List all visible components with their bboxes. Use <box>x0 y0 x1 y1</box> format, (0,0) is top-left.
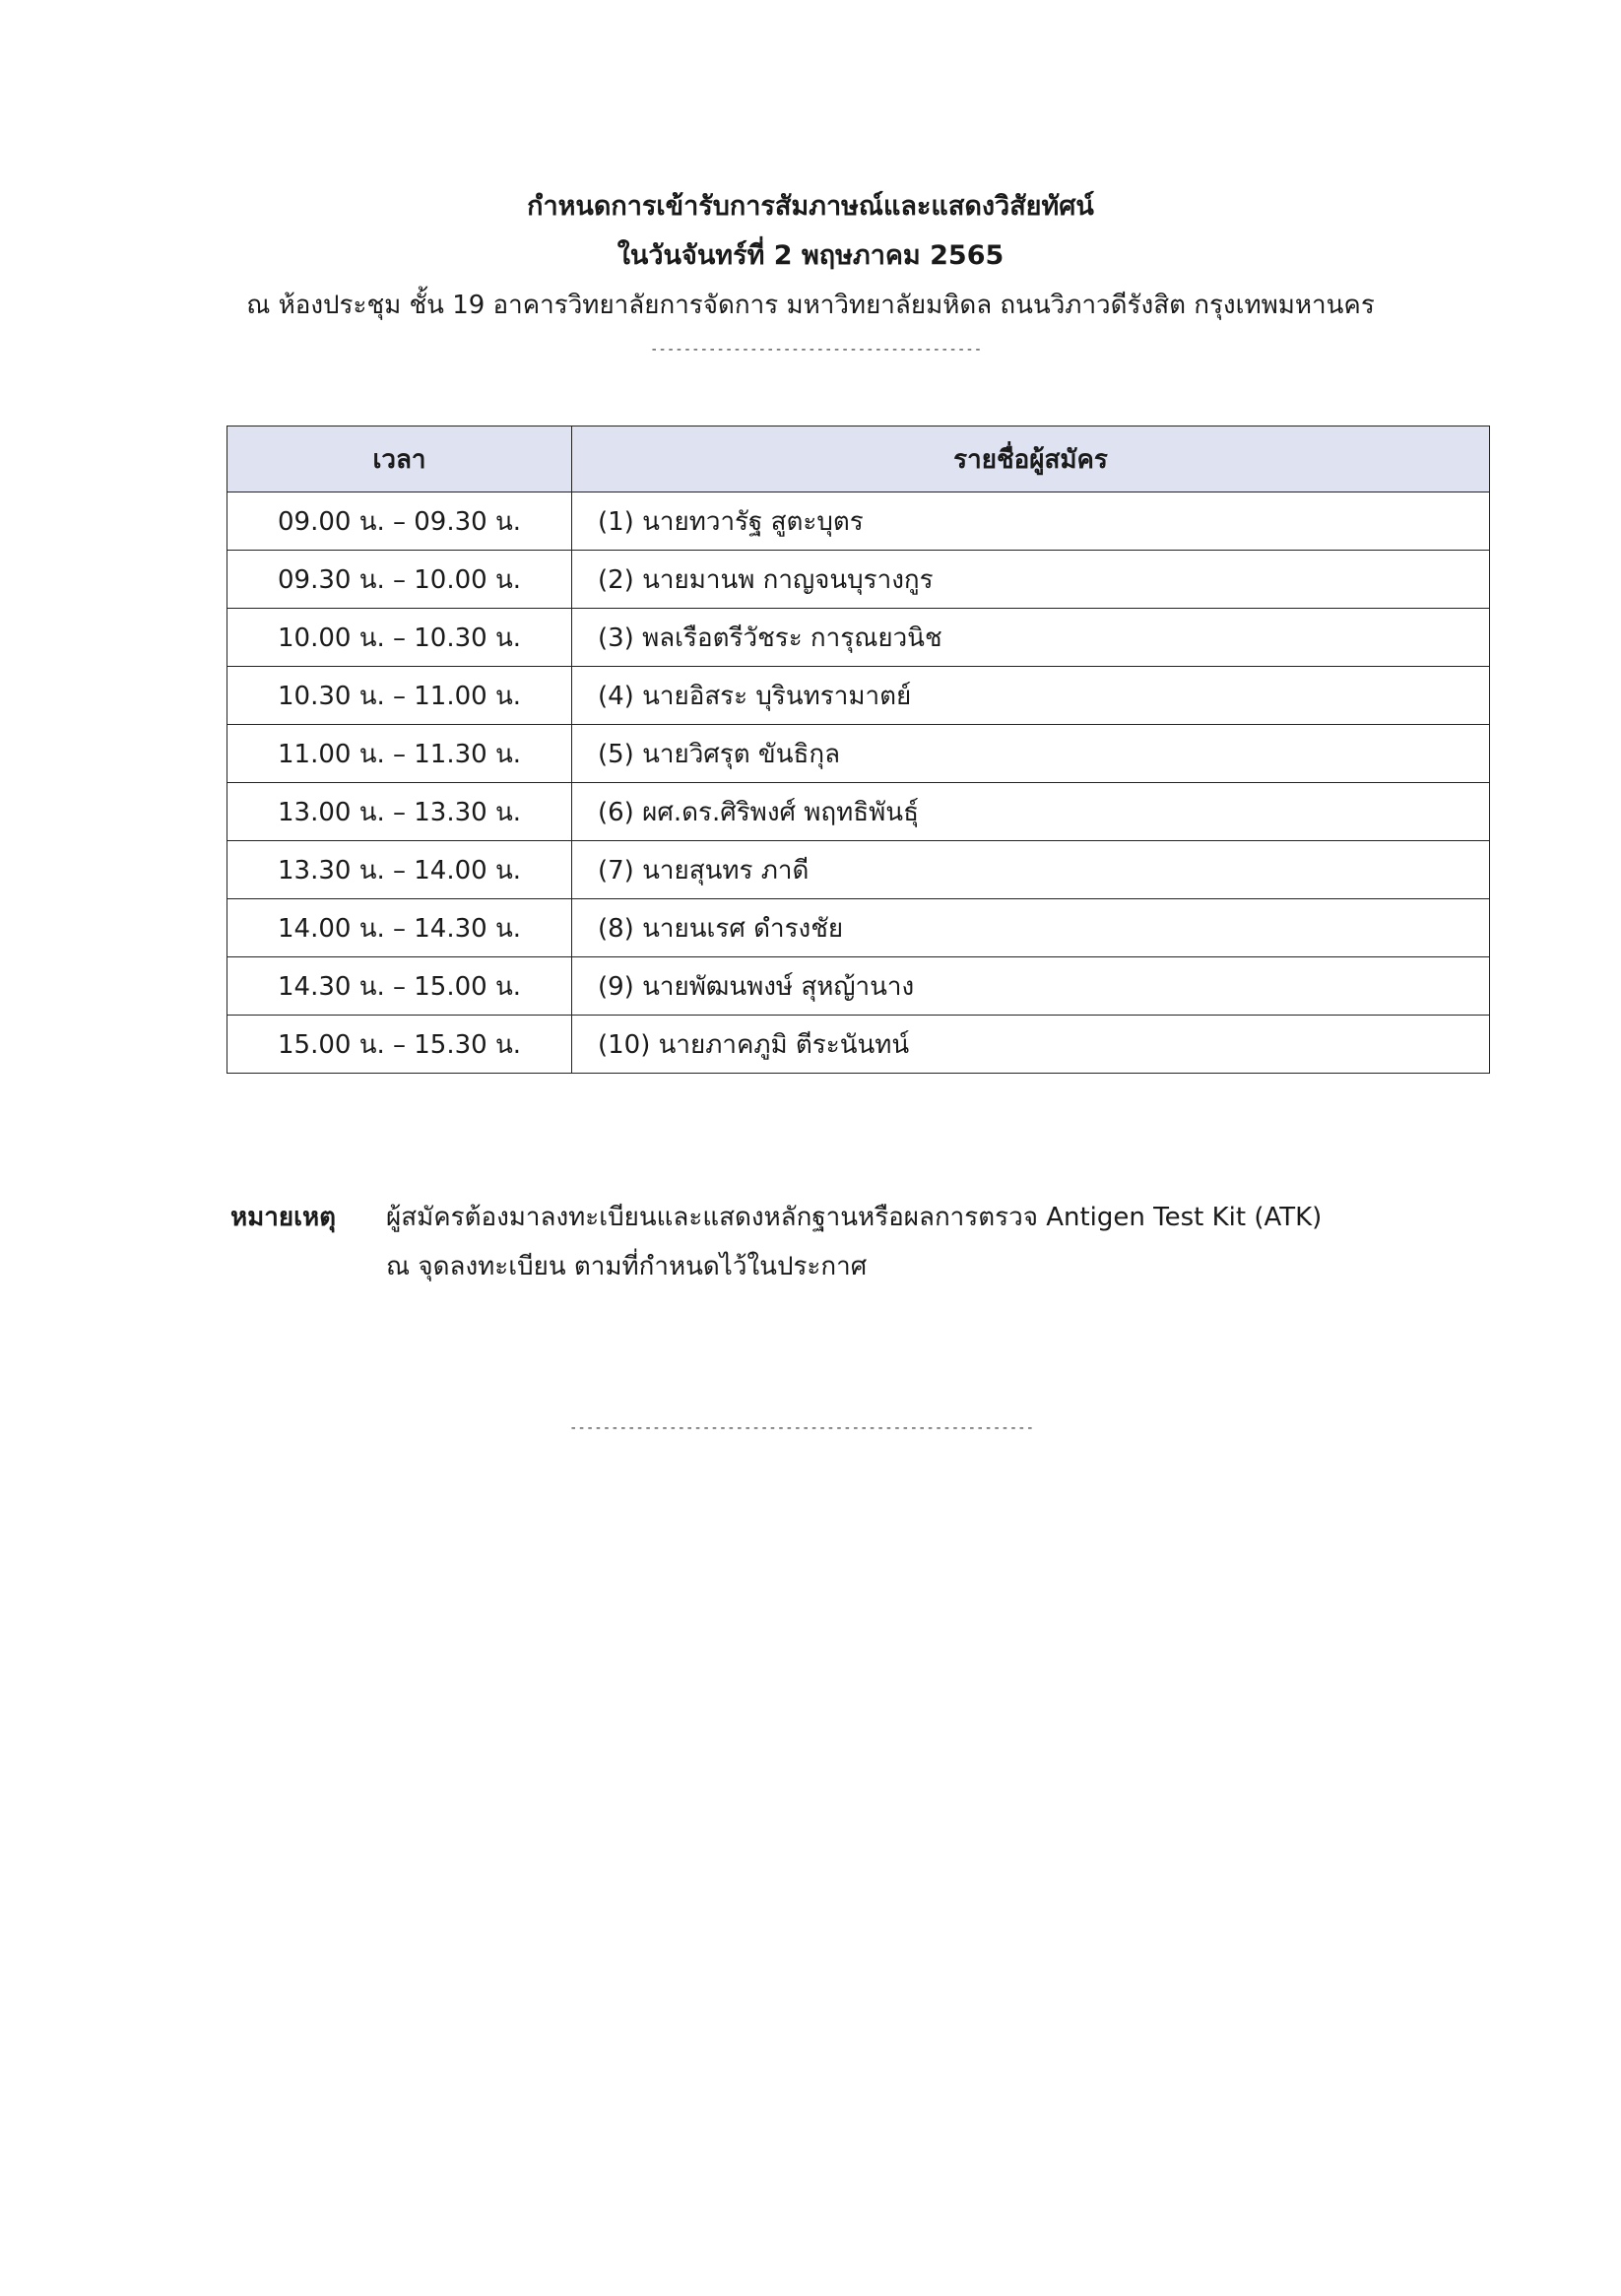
candidate-name-cell: (6) ผศ.ดร.ศิริพงศ์ พฤทธิพันธุ์ <box>572 783 1490 841</box>
interview-schedule-table <box>227 426 1490 1074</box>
document-title: กำหนดการเข้ารับการสัมภาษณ์และแสดงวิสัยทัศน์ <box>527 191 1094 222</box>
table-row <box>227 899 1490 957</box>
table-row <box>227 957 1490 1016</box>
candidate-name-cell: (1) นายทวารัฐ สูตะบุตร <box>572 492 1490 551</box>
table-row <box>227 1016 1490 1074</box>
time-slot-cell: 13.00 น. – 13.30 น. <box>227 783 572 841</box>
time-slot-cell: 15.00 น. – 15.30 น. <box>227 1016 572 1074</box>
candidate-name-cell: (9) นายพัฒนพงษ์ สุหญ้านาง <box>572 957 1490 1016</box>
table-row <box>227 841 1490 899</box>
table-row <box>227 725 1490 783</box>
table-row <box>227 783 1490 841</box>
time-slot-cell: 10.00 น. – 10.30 น. <box>227 609 572 667</box>
candidate-name-cell: (3) พลเรือตรีวัชระ การุณยวนิช <box>572 609 1490 667</box>
candidate-name-cell: (4) นายอิสระ บุรินทรามาตย์ <box>572 667 1490 725</box>
column-header-time: เวลา <box>227 426 572 492</box>
column-header-candidates: รายชื่อผู้สมัคร <box>572 426 1490 492</box>
document-date: ในวันจันทร์ที่ 2 พฤษภาคม 2565 <box>616 240 1005 271</box>
document-venue: ณ ห้องประชุม ชั้น 19 อาคารวิทยาลัยการจัดการ มหาวิทยาลัยมหิดล ถนนวิภาวดีรังสิต กรุงเทพมหานคร <box>246 291 1375 320</box>
candidate-name-cell: (8) นายนเรศ ดำรงชัย <box>572 899 1490 957</box>
time-slot-cell: 09.30 น. – 10.00 น. <box>227 551 572 609</box>
time-slot-cell: 14.30 น. – 15.00 น. <box>227 957 572 1016</box>
note-text-line-1: ผู้สมัครต้องมาลงทะเบียนและแสดงหลักฐานหรือผลการตรวจ Antigen Test Kit (ATK) <box>386 1203 1323 1232</box>
note-label: หมายเหตุ <box>230 1203 337 1232</box>
candidate-name-cell: (2) นายมานพ กาญจนบุรางกูร <box>572 551 1490 609</box>
time-slot-cell: 13.30 น. – 14.00 น. <box>227 841 572 899</box>
time-slot-cell: 09.00 น. – 09.30 น. <box>227 492 572 551</box>
time-slot-cell: 10.30 น. – 11.00 น. <box>227 667 572 725</box>
table-row <box>227 492 1490 551</box>
table-row <box>227 667 1490 725</box>
time-slot-cell: 11.00 น. – 11.30 น. <box>227 725 572 783</box>
candidate-name-cell: (10) นายภาคภูมิ ตีระนันทน์ <box>572 1016 1490 1074</box>
candidate-name-cell: (7) นายสุนทร ภาดี <box>572 841 1490 899</box>
note-text-line-2: ณ จุดลงทะเบียน ตามที่กำหนดไว้ในประกาศ <box>386 1252 868 1281</box>
table-row <box>227 551 1490 609</box>
candidate-name-cell: (5) นายวิศรุต ขันธิกุล <box>572 725 1490 783</box>
time-slot-cell: 14.00 น. – 14.30 น. <box>227 899 572 957</box>
table-row <box>227 609 1490 667</box>
table-header-row <box>227 426 1490 492</box>
footer-separator: -------------------------------------------------------- <box>569 1420 1035 1436</box>
title-separator: ---------------------------------------- <box>650 342 983 358</box>
